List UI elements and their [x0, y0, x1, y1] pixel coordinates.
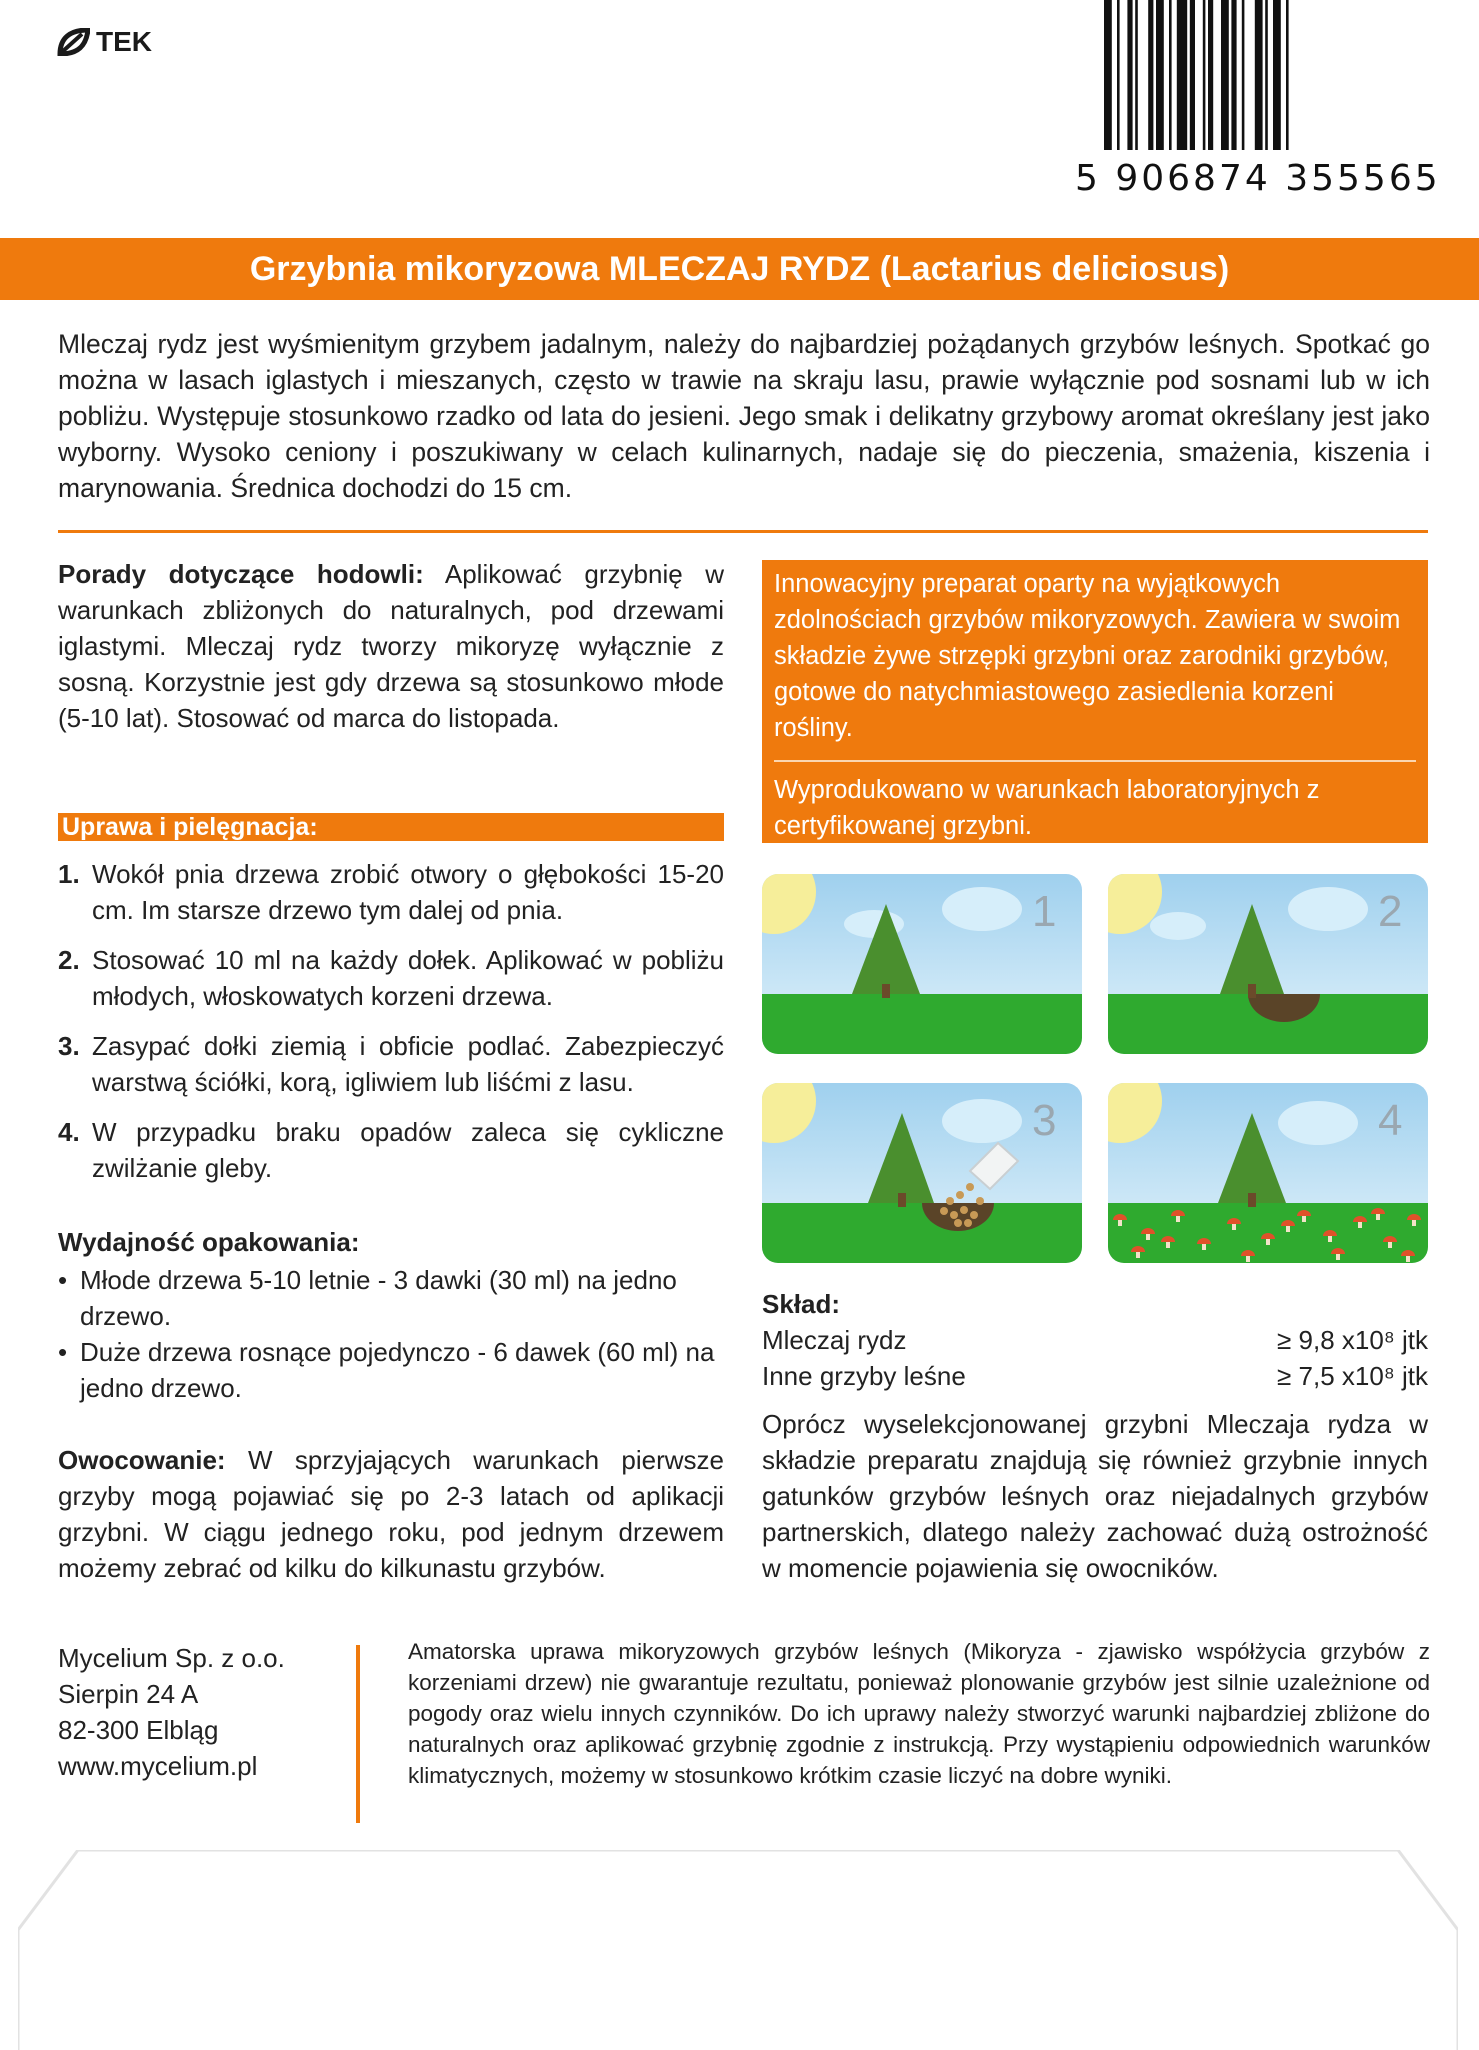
- barcode-bar: [1169, 0, 1172, 150]
- city: 82-300 Elbląg: [58, 1715, 219, 1745]
- wydajnosc-heading: Wydajność opakowania:: [58, 1227, 360, 1257]
- barcode-bar: [1148, 0, 1153, 150]
- barcode: [1100, 0, 1400, 160]
- panel-number: 1: [1032, 887, 1057, 936]
- wydajnosc-list: [58, 1262, 724, 1406]
- note-text: Oprócz wyselekcjonowanej grzybni Mleczaja rydza w składzie preparatu znajdują się również grzybnie innych gatunków grzybów leśnych oraz niejadalnych grzybów partnerskich, dlatego należy zachować dużą ostrożność w momencie pojawienia się owocników.: [762, 1409, 1428, 1583]
- list-item: 2. Stosować 10 ml na każdy dołek. Aplikować w pobliżu młodych, włoskowatych korzeni drzewa.: [58, 945, 724, 1011]
- barcode-bar: [1177, 0, 1187, 150]
- address-block: [58, 1640, 285, 1784]
- company-name: Mycelium Sp. z o.o.: [58, 1643, 285, 1673]
- barcode-bar: [1242, 0, 1245, 150]
- street: Sierpin 24 A: [58, 1679, 199, 1709]
- uprawa-heading: Uprawa i pielęgnacja:: [58, 813, 724, 841]
- list-item: • Duże drzewa rosnące pojedynczo - 6 dawek (60 ml) na jedno drzewo.: [58, 1337, 715, 1403]
- panel-2: [1108, 874, 1428, 1054]
- steps-list: [58, 856, 724, 1200]
- panel-number: 3: [1032, 1096, 1057, 1145]
- intro-text: Mleczaj rydz jest wyśmienitym grzybem jadalnym, należy do najbardziej pożądanych grzybów leśnych. Spotkać go można w lasach iglastych i mieszanych, często w trawie na skraju lasu, prawie wyłącznie pod sosnami lub w ich pobliżu. Występuje stosunkowo rzadko od lata do jesieni. Jego smak i delikatny grzybowy aromat określany jest jako wyborny. Wysoko ceniony i poszukiwany w celach kulinarnych, nadaje się do pieczenia, smażenia, kiszenia i marynowania. Średnica dochodzi do 15 cm.: [58, 329, 1430, 503]
- panel-4: [1108, 1083, 1428, 1263]
- product-title: Grzybnia mikoryzowa MLECZAJ RYDZ (Lactarius deliciosus): [0, 238, 1479, 300]
- cloud-icon: [942, 1099, 1022, 1143]
- barcode-bar: [1203, 0, 1206, 150]
- owocowanie-text: W sprzyjających warunkach pierwsze grzyby mogą pojawiać się po 2-3 latach od aplikacji grzybni. W ciągu jednego roku, pod jednym drzewem możemy zebrać od kilku do kilkunastu grzybów.: [58, 1445, 724, 1583]
- list-item: 3. Zasypać dołki ziemią i obficie podlać. Zabezpieczyć warstwą ściółki, korą, igliwiem lub liśćmi z lasu.: [58, 1031, 724, 1097]
- sklad-row: Mleczaj rydz ≥ 9,8 x10⁸ jtk: [762, 1325, 1428, 1355]
- barcode-bar: [1127, 0, 1132, 150]
- owocowanie-heading: Owocowanie:: [58, 1445, 226, 1475]
- info-divider: [774, 760, 1416, 762]
- barcode-bar: [1255, 0, 1263, 150]
- owocowanie-section: [58, 1442, 724, 1586]
- barcode-bar: [1265, 0, 1268, 150]
- divider: [58, 530, 1428, 533]
- vertical-divider: [356, 1645, 360, 1823]
- barcode-bar: [1156, 0, 1164, 150]
- leaf-icon: [56, 28, 90, 56]
- barcode-bar: [1221, 0, 1229, 150]
- brand-name: TEK: [96, 26, 152, 57]
- panel-number: 4: [1378, 1096, 1403, 1145]
- cloud-icon: [942, 887, 1022, 931]
- brand-logo: [56, 26, 152, 58]
- list-item: • Młode drzewa 5-10 letnie - 3 dawki (30 ml) na jedno drzewo.: [58, 1265, 677, 1331]
- porady-text: Aplikować grzybnię w warunkach zbliżonych do naturalnych, pod drzewami iglastymi. Mleczaj rydz tworzy mikoryzę wyłącznie z sosną. Korzystnie jest gdy drzewa są stosunkowo młode (5-10 lat). Stosować od marca do listopada.: [58, 559, 724, 733]
- porady-heading: Porady dotyczące hodowli:: [58, 559, 424, 589]
- info-text-2: Wyprodukowano w warunkach laboratoryjnych z certyfikowanej grzybni.: [774, 776, 1320, 840]
- panel-number: 2: [1378, 887, 1403, 936]
- barcode-bar: [1135, 0, 1138, 150]
- cloud-icon: [1288, 887, 1368, 931]
- barcode-number: 5 906874 355565: [1075, 158, 1441, 199]
- barcode-bar: [1117, 0, 1120, 150]
- barcode-bar: [1190, 0, 1195, 150]
- package-flap: [18, 1850, 1458, 2050]
- website-link[interactable]: www.mycelium.pl: [58, 1751, 258, 1781]
- barcode-bar: [1104, 0, 1112, 150]
- panel-1: [762, 874, 1082, 1054]
- info-box: [762, 560, 1428, 843]
- list-item: 4. W przypadku braku opadów zaleca się cykliczne zwilżanie gleby.: [58, 1117, 724, 1183]
- barcode-bar: [1273, 0, 1281, 150]
- barcode-bar: [1208, 0, 1213, 150]
- barcode-bar: [1231, 0, 1236, 150]
- porady-section: [58, 556, 724, 736]
- sklad-section: [762, 1286, 1428, 1394]
- barcode-bar: [1286, 0, 1289, 150]
- list-item: 1. Wokół pnia drzewa zrobić otwory o głębokości 15-20 cm. Im starsze drzewo tym dalej od pnia.: [58, 859, 724, 925]
- cloud-icon: [1278, 1101, 1358, 1145]
- info-text-1: Innowacyjny preparat oparty na wyjątkowych zdolnościach grzybów mikoryzowych. Zawiera w swoim składzie żywe strzępki grzybni oraz zarodniki grzybów, gotowe do natychmiastowego zasiedlenia korzeni rośliny.: [774, 570, 1401, 742]
- sklad-row: Inne grzyby leśne ≥ 7,5 x10⁸ jtk: [762, 1361, 1428, 1391]
- disclaimer-text: Amatorska uprawa mikoryzowych grzybów leśnych (Mikoryza - zjawisko współżycia grzybów z korzeniami drzew) nie gwarantuje rezultatu, ponieważ plonowanie grzybów jest silnie uzależnione od pogody oraz wielu innych czynników. Do ich uprawy należy stworzyć warunki najbardziej zbliżone do naturalnych oraz aplikować grzybnię zgodnie z instrukcją. Przy wystąpieniu odpowiednich warunków klimatycznych, możemy w stosunkowo krótkim czasie liczyć na dobre wyniki.: [408, 1639, 1430, 1788]
- sklad-heading: Skład:: [762, 1289, 841, 1319]
- panel-3: [762, 1083, 1082, 1263]
